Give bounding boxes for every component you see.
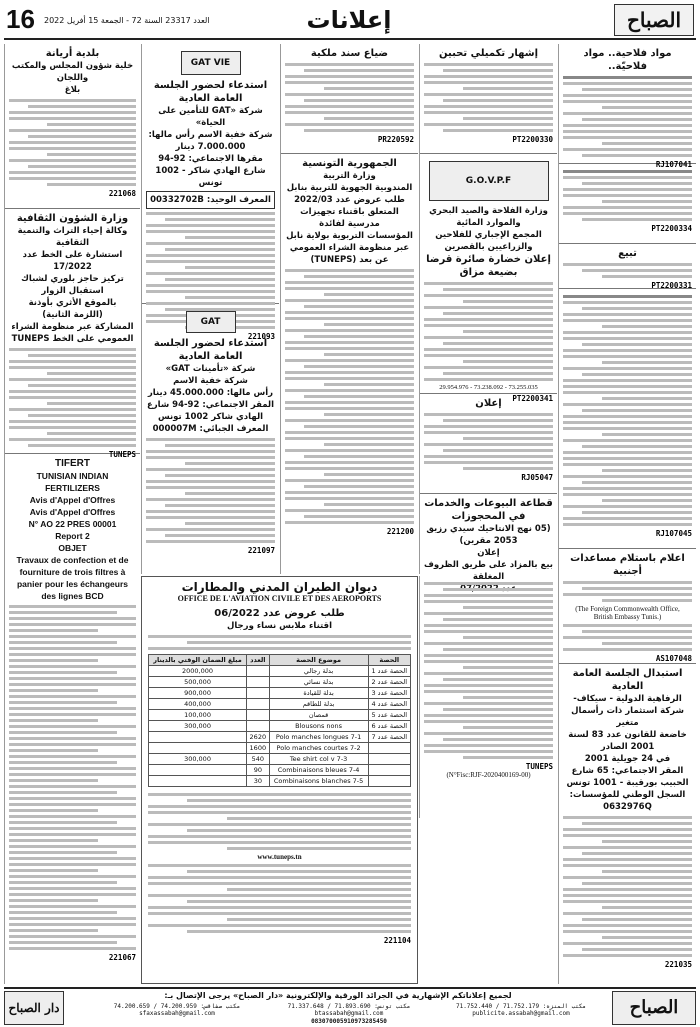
ad-title: تبيع — [618, 248, 637, 259]
ad-lost-title-deed — [281, 44, 418, 154]
table-row — [149, 677, 411, 688]
aviation-banner-ar: ديوان الطيران المدني والمطارات — [181, 580, 378, 594]
cell: الحصة عدد 4 — [368, 699, 410, 710]
ad-ariana-municipality — [5, 44, 140, 209]
cell — [149, 776, 247, 787]
ad-title: إعلان — [475, 398, 502, 409]
ad-subtitle: شركة «تأمينات GAT» — [165, 364, 256, 374]
column-2 — [419, 44, 557, 582]
ad-ref: RJ05047 — [521, 473, 553, 482]
aviation-banner-fr: OFFICE DE L'AVIATION CIVILE ET DES AEROPORTS — [177, 594, 382, 603]
cell: 1600 — [247, 743, 270, 754]
ad-gat-vie — [142, 44, 279, 341]
ad-title: اعلام باستلام مساعدات أجنبية — [570, 553, 685, 577]
ad-title: وزارة الشؤون الثقافية — [16, 213, 129, 224]
fiscal-number: (N°Fisc:RJF-2020400169-00) — [446, 771, 531, 779]
ad-title: الجمهورية التونسية — [302, 158, 397, 169]
group-emblem: G.O.V.P.F — [429, 161, 549, 201]
ad-education-tender — [281, 154, 418, 574]
ad-subtitle: المعرف الجبائي: 000007M — [152, 424, 269, 434]
ad-subtitle: Avis d'Appel d'Offres — [29, 507, 116, 517]
page-footer — [4, 987, 696, 1025]
ad-ref: 221035 — [664, 960, 692, 969]
section-title: إعلانات — [306, 6, 392, 34]
issue-line: العدد 23317 السنة 72 - الجمعة 15 أفريل 2022 — [44, 16, 210, 25]
cell — [247, 677, 270, 688]
cell: 900,000 — [149, 688, 247, 699]
ad-subtitle: بلاغ — [64, 85, 81, 95]
gat-logo: GAT — [186, 311, 236, 333]
ad-notice — [559, 289, 696, 549]
ad-agricultural — [559, 44, 696, 169]
ad-announcement — [420, 394, 557, 494]
table-row — [149, 699, 411, 710]
cell: 540 — [247, 754, 270, 765]
cell: الحصة عدد 1 — [368, 666, 410, 677]
ad-subtitle: وكالة إحياء التراث والتنمية الثقافية — [17, 226, 128, 248]
ad-en-line: (The Foreign Commonwealth Office, — [575, 605, 680, 613]
ad-title: ضياع سند ملكية — [310, 48, 389, 59]
ad-subtitle: شركة خفية الاسم — [173, 376, 248, 386]
tuneps-url[interactable]: www.tuneps.tn — [257, 853, 302, 861]
cell: 400,000 — [149, 699, 247, 710]
cell — [149, 743, 247, 754]
aviation-body — [142, 577, 417, 983]
cell: 500,000 — [149, 677, 247, 688]
cell — [368, 743, 410, 754]
footer-logo-left: دار الصباح — [4, 991, 64, 1025]
ad-subtitle: المندوبية الجهوية للتربية بنابل — [286, 183, 413, 193]
ad-subtitle: شركة «GAT للتأمين على الحياة» — [158, 106, 263, 128]
ad-agri-group — [420, 154, 557, 403]
ad-ref: AS107048 — [655, 654, 692, 663]
ad-subtitle: استشارة على الخط عدد 17/2022 — [22, 250, 123, 272]
ad-title: إشهار تكميلي تحبين — [438, 48, 539, 59]
ad-ref: RJ107041 — [655, 160, 692, 169]
table-row — [149, 688, 411, 699]
ad-title: استبدال الجلسة العامة العادية — [572, 668, 683, 692]
ad-subtitle: بالموقع الأثري بأوذنة — [28, 298, 117, 308]
ad-subtitle: المتعلق باقتناء تجهيزات مدرسية لفائدة — [300, 207, 399, 229]
phone-numbers: 29.954.976 - 73.238.092 - 73.255.035 — [439, 384, 538, 391]
cell — [247, 710, 270, 721]
col-header: موضوع الحصة — [269, 655, 368, 666]
cell: 2000,000 — [149, 666, 247, 677]
cell: الحصة عدد 5 — [368, 710, 410, 721]
cell: 30 — [247, 776, 270, 787]
ad-general-assembly — [559, 664, 696, 976]
ad-ref: 221068 — [108, 189, 136, 198]
footer-contact-banner: لجميع إعلاناتكم الإشهارية في الجرائد الورقية والإلكترونية «دار الصباح» يرجى الإتصال بـ: — [164, 991, 512, 1000]
ad-subtitle: المجمع الإجباري للفلاحين والزراعيين بالقصرين — [435, 230, 542, 252]
ad-subtitle: خلية شؤون المجلس والمكتب واللجان — [11, 61, 134, 83]
footer-logo-right: الصباح — [612, 991, 696, 1025]
cell: Combinaisons bleues 7-4 — [269, 765, 368, 776]
ad-subtitle: (05 نهج الانتاحيك سيدي رزيق 2053 مقرين) — [426, 524, 551, 546]
ad-subtitle: بيع بالمزاد على طريق الظروف المغلقة — [424, 560, 553, 582]
cell — [368, 765, 410, 776]
tender-title: طلب عروض عدد 06/2022 — [214, 608, 345, 619]
table-row — [149, 743, 411, 754]
ad-ref: 221093 — [247, 332, 275, 341]
table-row — [149, 732, 411, 743]
col-header: الحصة — [368, 655, 410, 666]
ad-subtitle: إعلان — [477, 548, 500, 558]
ad-culture-ministry — [5, 209, 140, 459]
ad-ref: PT2200331 — [651, 281, 692, 290]
ad-subtitle: السجل الوطني للمؤسسات: 0632976Q — [569, 790, 686, 812]
ad-subtitle: في 24 جويلية 2001 — [584, 754, 671, 764]
table-header-row — [149, 655, 411, 666]
cell: Tee shirt col v 7-3 — [269, 754, 368, 765]
cell: بدلة للقيادة — [269, 688, 368, 699]
ad-subtitle: Travaux de confection et de fourniture de trois filtres à panier pour les échangeurs des lignes BCD — [16, 555, 129, 601]
cell: 300,000 — [149, 721, 247, 732]
tender-subject: اقتناء ملابس نساء ورجال — [226, 621, 332, 631]
ad-title: استدعاء لحضور الجلسة العامة العادية — [153, 80, 268, 104]
office-menzah: مكتب المنزه: 71.752.179 / 71.752.440 publicite.assabah@gmail.com — [455, 1003, 587, 1017]
ad-ref: RJ107045 — [655, 529, 692, 538]
ad-title: استدعاء لحضور الجلسة العامة العادية — [153, 338, 268, 362]
cell — [368, 776, 410, 787]
office-sfax: مكتب صفاقس: 74.200.959 / 74.200.659 sfaxassabah@gmail.com — [113, 1003, 241, 1017]
cell: الحصة عدد 7 — [368, 732, 410, 743]
ad-subtitle: تركيز حاجز بلوري لشباك استقبال الزوار — [21, 274, 124, 296]
ad-subtitle: المقر الاجتماعي: 92-94 شارع الهادي شاكر 1002 تونس — [146, 400, 275, 422]
table-row — [149, 765, 411, 776]
ad-ref: PT2200341 — [512, 394, 553, 403]
ad-supplementary — [420, 44, 557, 154]
lots-table — [148, 654, 411, 787]
ad-ref: TUNEPS — [525, 762, 553, 771]
newspaper-logo: الصباح — [614, 4, 694, 36]
column-5 — [4, 44, 140, 984]
cell — [368, 754, 410, 765]
cell — [247, 666, 270, 677]
ad-tifert — [5, 454, 140, 984]
ad-subtitle: مقرها الاجتماعي: 92-94 شارع الهادي شاكر - 1002 تونس — [155, 154, 266, 188]
office-tunis: مكتب تونس: 71.893.690 / 71.337.648 btassabah@gmail.com — [287, 1003, 411, 1017]
page-header — [4, 2, 696, 40]
ad-headline: إعلان خضارة صائرة قرضا بضيعة مزاق — [426, 254, 551, 278]
table-row — [149, 721, 411, 732]
ad-subtitle: (اللزمة الثانية) — [42, 310, 103, 320]
cell: 100,000 — [149, 710, 247, 721]
ad-unit — [559, 164, 696, 244]
cell: بدلة رجالي — [269, 666, 368, 677]
ad-subtitle: الرفاهية الدولية - سيكاف- — [573, 694, 682, 704]
ad-subtitle: Avis d'Appel d'Offres — [29, 495, 116, 505]
ad-gat-assurances — [142, 304, 279, 574]
column-3 — [280, 44, 418, 574]
cell: بدلة نسائي — [269, 677, 368, 688]
ad-subtitle: TUNISIAN INDIAN FERTILIZERS — [36, 471, 109, 493]
table-row — [149, 710, 411, 721]
col-header: مبلغ الضمان الوقتي بالدينار — [149, 655, 247, 666]
cell: الحصة عدد 3 — [368, 688, 410, 699]
ad-aviation-tender — [141, 576, 418, 984]
cell: الحصة عدد 2 — [368, 677, 410, 688]
cell — [247, 699, 270, 710]
ad-subtitle: وزارة التربية — [323, 171, 376, 181]
ad-foreign-aid — [559, 549, 696, 664]
ad-subtitle: خاضعة للقانون عدد 83 لسنة 2001 الصادر — [568, 730, 687, 752]
cell: Polo manches courtes 7-2 — [269, 743, 368, 754]
cell — [149, 732, 247, 743]
ad-sale — [559, 244, 696, 289]
ad-title: قطاعة البيوعات والخدمات في المحجوزات — [424, 498, 553, 522]
gat-vie-logo: GAT VIE — [181, 51, 241, 75]
cell: Polo manches longues 7-1 — [269, 732, 368, 743]
ad-subtitle: شركة استثمار ذات رأسمال متغير — [571, 706, 684, 728]
ad-ref: 221200 — [386, 527, 414, 536]
page-number: 16 — [6, 4, 35, 34]
ad-ref: 221104 — [383, 936, 411, 945]
ad-seized-sales-body — [420, 576, 557, 818]
cell: قمصان — [269, 710, 368, 721]
cell: الحصة عدد 6 — [368, 721, 410, 732]
table-row — [149, 776, 411, 787]
ad-title: وزارة الفلاحة والصيد البحري والموارد المائية — [429, 206, 548, 228]
ad-ref: 221067 — [108, 953, 136, 962]
ad-subtitle: المعرف الوحيد: 00332702B — [146, 191, 275, 209]
column-4 — [141, 44, 279, 574]
ad-subtitle: عبر منظومة الشراء العمومي عن بعد (TUNEPS) — [289, 243, 410, 265]
col-header: العدد — [247, 655, 270, 666]
cell: Blousons nons — [269, 721, 368, 732]
ad-title: TIFERT — [55, 458, 90, 469]
ad-subtitle: المقر الاجتماعي: 65 شارع الحبيب بورقيبة - 1001 تونس — [566, 766, 689, 788]
ad-en-line: British Embassy Tunis.) — [593, 613, 662, 621]
ad-ref: PR220592 — [377, 135, 414, 144]
cell: 300,000 — [149, 754, 247, 765]
column-2-lower — [419, 576, 557, 818]
ad-ref: TUNEPS — [108, 450, 136, 459]
ad-subtitle: رأس مالها: 45.000.000 دينار — [147, 388, 274, 398]
table-row — [149, 666, 411, 677]
cell — [247, 721, 270, 732]
ad-ref: PT2200334 — [651, 224, 692, 233]
ad-title: مواد فلاحية.. مواد فلاحيّة.. — [583, 48, 672, 72]
cell — [149, 765, 247, 776]
ad-subtitle: Report 2 — [55, 531, 90, 541]
ad-subtitle: شركة خفية الاسم رأس مالها: 7.000.000 دينار — [148, 130, 273, 152]
ad-subtitle: OBJET — [58, 543, 87, 553]
ad-ref: 221097 — [247, 546, 275, 555]
ad-subtitle: المؤسسات التربوية بولاية نابل — [286, 231, 413, 241]
cell — [247, 688, 270, 699]
cell: بدلة للطاقم — [269, 699, 368, 710]
column-1 — [558, 44, 696, 984]
ad-subtitle: المشاركة عبر منظومة الشراء العمومي على الخط TUNEPS — [11, 322, 134, 344]
bank-account: 083070005910973285450 — [311, 1018, 387, 1025]
cell: Combinaisons blanches 7-5 — [269, 776, 368, 787]
ad-title: بلدية أريانة — [45, 48, 100, 59]
newspaper-page — [4, 2, 696, 1025]
ad-subtitle: N° AO 22 PRES 00001 — [28, 519, 117, 529]
cell: 2620 — [247, 732, 270, 743]
cell: 90 — [247, 765, 270, 776]
ad-ref: PT2200330 — [512, 135, 553, 144]
table-row — [149, 754, 411, 765]
ad-seized-sales — [420, 494, 557, 582]
ad-subtitle: طلب عروض عدد 2022/03 — [294, 195, 405, 205]
